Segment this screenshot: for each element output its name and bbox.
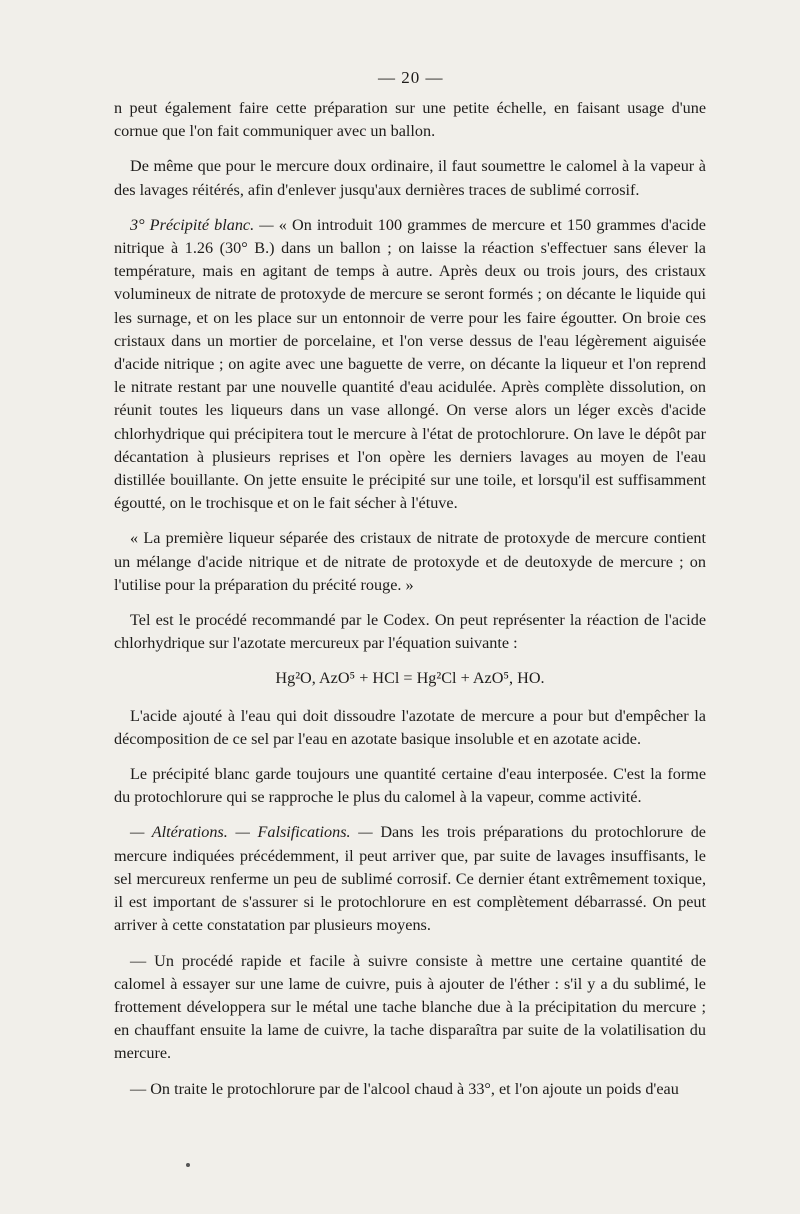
section-heading-alterations: — Altérations. — Falsifications. — (130, 823, 373, 842)
paragraph-2: De même que pour le mercure doux ordinaire, il faut soumettre le calomel à la vapeur à des lavages réitérés, afin d'enlever jusqu'aux dernières traces de sublimé corrosif. (114, 157, 706, 199)
paragraph-7: Le précipité blanc garde toujours une quantité certaine d'eau interposée. C'est la forme du protochlorure qui se rapproche le plus du calomel à la vapeur, comme activité. (114, 765, 706, 807)
page-number: — 20 — (378, 68, 444, 87)
paragraph-5: Tel est le procédé recommandé par le Codex. On peut représenter la réaction de l'acide chlorhydrique sur l'azotate mercureux par l'équation suivante : (114, 611, 706, 653)
paragraph-3-text: « On introduit 100 grammes de mercure et 150 grammes d'acide nitrique à 1.26 (30° B.) dans un ballon ; on laisse la réaction s'effectuer sans élever la température, mais en agitant de temps à autre. Après deux ou trois jours, des cristaux volumineux de nitrate de protoxyde de mercure se seront formés ; on décante le liquide qui les surnage, et on les place sur un entonnoir de verre pour les faire égoutter. On broie ces cristaux dans un mortier de porcelaine, et l'on verse dessus de l'eau légèrement aiguisée d'acide nitrique ; on agite avec une baguette de verre, on décante la liqueur et l'on reprend le nitrate restant par une nouvelle quantité d'eau acidulée. Après complète dissolution, on réunit toutes les liqueurs dans un vase allongé. On verse alors un léger excès d'acide chlorhydrique qui précipitera tout le mercure à l'état de protochlorure. On lave le dépôt par décantation à plusieurs reprises et l'on opère les derniers lavages au moyen de l'eau distillée bouillante. On jette ensuite le précipité sur une toile, et lorsqu'il est suffisamment égoutté, on le trochisque et on le fait sécher à l'étuve. (114, 215, 706, 513)
paragraph-10: — On traite le protochlorure par de l'alcool chaud à 33°, et l'on ajoute un poids d'eau (130, 1079, 679, 1098)
body-text (114, 97, 706, 1113)
section-heading-precipite-blanc: 3° Précipité blanc. — (130, 215, 274, 234)
paragraph-8-text: Dans les trois préparations du protochlorure de mercure indiquées précédemment, il peut arriver que, par suite de lavages insuffisants, le sel mercureux renferme un peu de sublimé corrosif. Ce dernier étant extrêmement toxique, il est important de s'assurer si le protochlorure en est complètement débarrassé. On peut arriver à cette constatation par plusieurs moyens. (114, 823, 706, 935)
chemical-equation: Hg²O, AzO⁵ + HCl = Hg²Cl + AzO⁵, HO. (275, 669, 545, 688)
paragraph-precipite-blanc (114, 214, 706, 516)
paragraph-6: L'acide ajouté à l'eau qui doit dissoudre l'azotate de mercure a pour but d'empêcher la décomposition de ce sel par l'eau en azotate basique insoluble et en azotate acide. (114, 706, 706, 748)
ink-spot (186, 1163, 190, 1167)
paragraph-9: — Un procédé rapide et facile à suivre consiste à mettre une certaine quantité de calomel à essayer sur une lame de cuivre, puis à ajouter de l'éther : s'il y a du sublimé, le frottement développera sur le métal une tache blanche due à la précipitation du mercure ; en chauffant ensuite la lame de cuivre, la tache disparaîtra par suite de la volatilisation du mercure. (114, 951, 706, 1063)
paragraph-4: « La première liqueur séparée des cristaux de nitrate de protoxyde de mercure contient un mélange d'acide nitrique et de nitrate de protoxyde et de deutoxyde de mercure ; on l'utilise pour la préparation du précité rouge. » (114, 529, 706, 594)
paragraph-1: n peut également faire cette préparation sur une petite échelle, en faisant usage d'une cornue que l'on fait communiquer avec un ballon. (114, 99, 706, 141)
paragraph-alterations (114, 821, 706, 937)
